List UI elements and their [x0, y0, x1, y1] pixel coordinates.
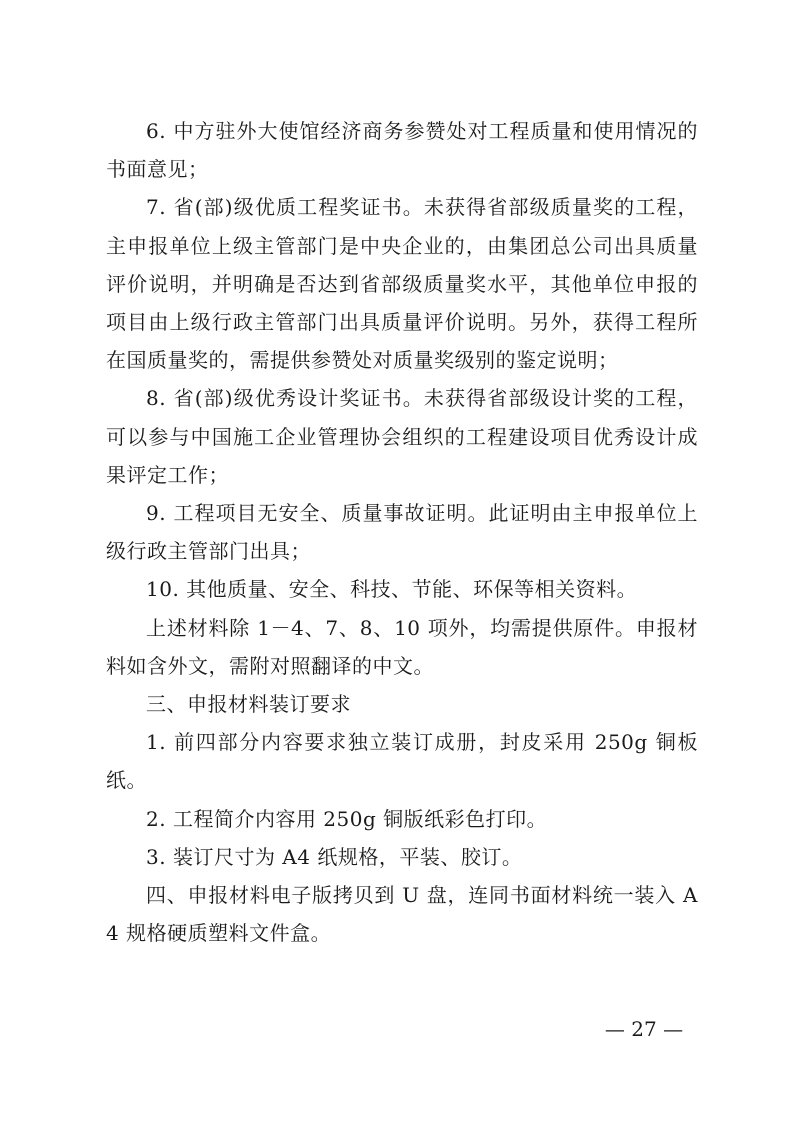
paragraph-item-8: 8. 省(部)级优秀设计奖证书。未获得省部级设计奖的工程，可以参与中国施工企业管理协会组织的工程建设项目优秀设计成果评定工作；: [106, 386, 698, 487]
paragraph-item-6: 6. 中方驻外大使馆经济商务参赞处对工程质量和使用情况的书面意见；: [106, 119, 698, 182]
paragraph-item-9: 9. 工程项目无安全、质量事故证明。此证明由主申报单位上级行政主管部门出具；: [106, 501, 698, 564]
page-number: — 27 —: [604, 1017, 684, 1041]
document-body: [106, 112, 698, 952]
paragraph-binding-2: 2. 工程简介内容用 250g 铜版纸彩色打印。: [146, 806, 548, 831]
paragraph-binding-3: 3. 装订尺寸为 A4 纸规格，平装、胶订。: [146, 844, 523, 869]
paragraph-item-10: 10. 其他质量、安全、科技、节能、环保等相关资料。: [146, 577, 638, 602]
paragraph-electronic-copy: 四、申报材料电子版拷贝到 U 盘，连同书面材料统一装入 A4 规格硬质塑料文件盒。: [106, 883, 698, 946]
paragraph-originals-note: 上述材料除 1－4、7、8、10 项外，均需提供原件。申报材料如含外文，需附对照翻译的中文。: [106, 615, 698, 678]
paragraph-binding-1: 1. 前四部分内容要求独立装订成册，封皮采用 250g 铜板纸。: [106, 730, 698, 793]
section-heading-binding-requirements: 三、申报材料装订要求: [146, 692, 351, 717]
paragraph-item-7: 7. 省(部)级优质工程奖证书。未获得省部级质量奖的工程，主申报单位上级主管部门是中央企业的，由集团总公司出具质量评价说明，并明确是否达到省部级质量奖水平，其他单位申报的项目由上级行政主管部门出具质量评价说明。另外，获得工程所在国质量奖的，需提供参赞处对质量奖级别的鉴定说明；: [106, 195, 698, 373]
